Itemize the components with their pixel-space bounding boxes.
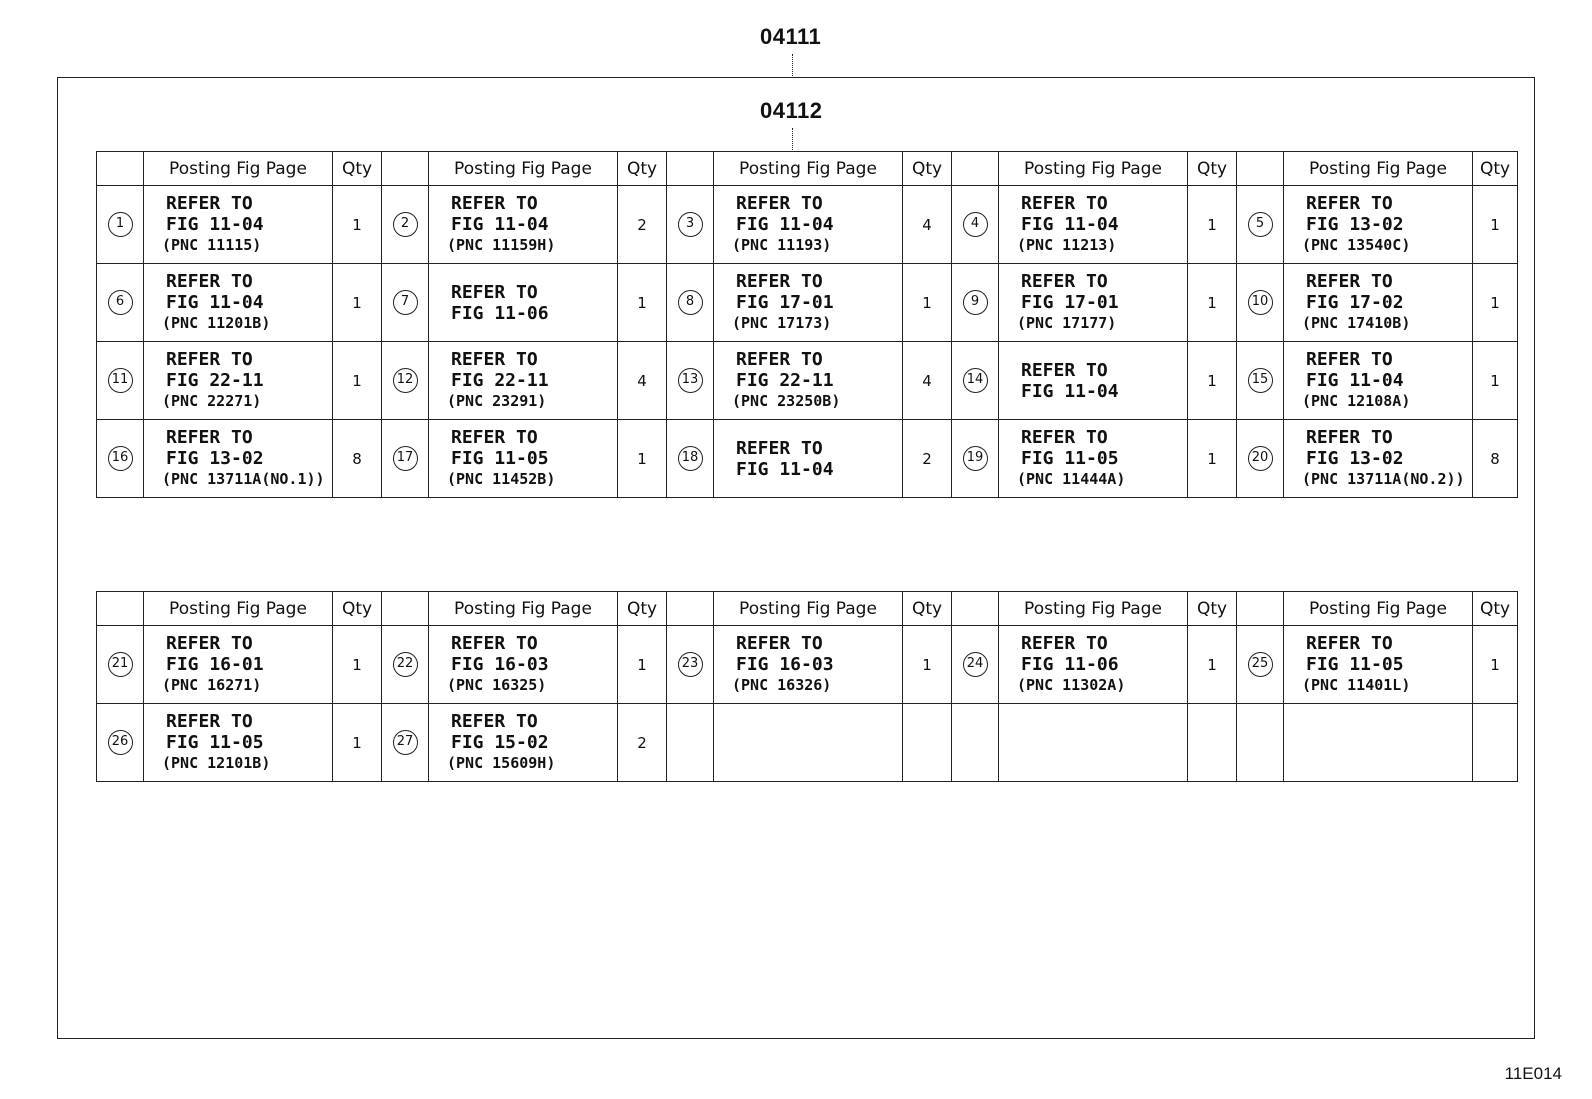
reference-cell xyxy=(1284,342,1473,420)
header-blank xyxy=(952,592,999,626)
fig-ref-text: FIG 22-11 xyxy=(451,370,549,391)
callout-cell xyxy=(97,704,144,782)
callout-cell xyxy=(97,626,144,704)
callout-number: 21 xyxy=(108,652,133,677)
callout-number: 8 xyxy=(678,290,703,315)
callout-number: 10 xyxy=(1248,290,1273,315)
refer-to-text: REFER TO xyxy=(1306,427,1393,448)
fig-ref-text: FIG 11-04 xyxy=(1021,214,1119,235)
qty-cell: 1 xyxy=(333,626,382,704)
fig-ref-text: FIG 11-04 xyxy=(1306,370,1404,391)
qty-cell: 1 xyxy=(1188,186,1237,264)
fig-ref-text: FIG 16-01 xyxy=(166,654,264,675)
table-row xyxy=(97,186,1518,264)
refer-to-text: REFER TO xyxy=(1306,633,1393,654)
callout-number: 19 xyxy=(963,446,988,471)
reference-cell xyxy=(714,626,903,704)
callout-number: 16 xyxy=(108,446,133,471)
refer-to-text: REFER TO xyxy=(166,193,253,214)
header-posting-fig-page: Posting Fig Page xyxy=(1284,592,1473,626)
reference-cell xyxy=(999,186,1188,264)
reference-cell xyxy=(1284,264,1473,342)
callout-cell xyxy=(952,420,999,498)
pnc-text: (PNC 11401L) xyxy=(1302,676,1411,694)
empty-cell xyxy=(1473,704,1518,782)
callout-cell xyxy=(97,264,144,342)
parts-table-1 xyxy=(96,151,1518,498)
empty-cell xyxy=(999,704,1188,782)
empty-cell xyxy=(903,704,952,782)
pnc-text: (PNC 22271) xyxy=(162,392,262,410)
refer-to-text: REFER TO xyxy=(451,427,538,448)
empty-cell xyxy=(1237,704,1284,782)
callout-cell xyxy=(1237,626,1284,704)
pnc-text: (PNC 16325) xyxy=(447,676,547,694)
parts-table-2 xyxy=(96,591,1518,782)
reference-cell xyxy=(144,420,333,498)
fig-ref-text: FIG 11-04 xyxy=(1021,380,1119,402)
callout-cell xyxy=(97,420,144,498)
refer-to-text: REFER TO xyxy=(166,711,253,732)
refer-to-text: REFER TO xyxy=(736,271,823,292)
reference-cell xyxy=(144,264,333,342)
callout-cell xyxy=(382,342,429,420)
callout-number: 2 xyxy=(393,212,418,237)
qty-cell: 1 xyxy=(333,186,382,264)
refer-to-text: REFER TO xyxy=(1306,349,1393,370)
qty-cell: 1 xyxy=(618,626,667,704)
header-posting-fig-page: Posting Fig Page xyxy=(144,152,333,186)
fig-ref-text: FIG 13-02 xyxy=(166,448,264,469)
header-qty: Qty xyxy=(1473,592,1518,626)
qty-cell: 1 xyxy=(1473,186,1518,264)
callout-cell xyxy=(952,626,999,704)
callout-cell xyxy=(97,186,144,264)
illustration-code: 11E014 xyxy=(1504,1064,1562,1083)
refer-to-text: REFER TO xyxy=(1021,633,1108,654)
assembly-label-04111: 04111 xyxy=(760,24,822,49)
callout-number: 24 xyxy=(963,652,988,677)
callout-cell xyxy=(1237,342,1284,420)
reference-cell xyxy=(999,626,1188,704)
callout-number: 18 xyxy=(678,446,703,471)
fig-ref-text: FIG 13-02 xyxy=(1306,214,1404,235)
pnc-text: (PNC 17177) xyxy=(1017,314,1117,332)
qty-cell: 8 xyxy=(1473,420,1518,498)
reference-cell xyxy=(429,186,618,264)
assembly-label-04112: 04112 xyxy=(760,98,823,123)
qty-cell: 1 xyxy=(903,626,952,704)
callout-cell xyxy=(952,186,999,264)
refer-to-text: REFER TO xyxy=(736,349,823,370)
refer-to-text: REFER TO xyxy=(1306,271,1393,292)
pnc-text: (PNC 11159H) xyxy=(447,236,556,254)
callout-cell xyxy=(1237,186,1284,264)
callout-number: 3 xyxy=(678,212,703,237)
callout-cell xyxy=(382,626,429,704)
qty-cell: 1 xyxy=(333,264,382,342)
callout-cell xyxy=(952,342,999,420)
header-posting-fig-page: Posting Fig Page xyxy=(429,152,618,186)
fig-ref-text: FIG 13-02 xyxy=(1306,448,1404,469)
pnc-text: (PNC 11444A) xyxy=(1017,470,1126,488)
pnc-text: (PNC 13540C) xyxy=(1302,236,1411,254)
header-qty: Qty xyxy=(333,152,382,186)
header-posting-fig-page: Posting Fig Page xyxy=(714,592,903,626)
header-blank xyxy=(382,592,429,626)
qty-cell: 4 xyxy=(903,342,952,420)
empty-cell xyxy=(714,704,903,782)
table-row xyxy=(97,264,1518,342)
reference-cell xyxy=(714,342,903,420)
reference-cell xyxy=(144,186,333,264)
qty-cell: 1 xyxy=(333,704,382,782)
reference-cell xyxy=(999,342,1188,420)
empty-cell xyxy=(1284,704,1473,782)
callout-cell xyxy=(1237,264,1284,342)
refer-to-text: REFER TO xyxy=(166,271,253,292)
fig-ref-text: FIG 11-05 xyxy=(1306,654,1404,675)
refer-to-text: REFER TO xyxy=(451,349,538,370)
reference-cell xyxy=(429,626,618,704)
pnc-text: (PNC 15609H) xyxy=(447,754,556,772)
refer-to-text: REFER TO xyxy=(451,633,538,654)
qty-cell: 1 xyxy=(1188,626,1237,704)
leader-line-inner xyxy=(792,128,793,150)
header-blank xyxy=(97,592,144,626)
refer-to-text: REFER TO xyxy=(736,437,823,459)
empty-cell xyxy=(952,704,999,782)
fig-ref-text: FIG 11-06 xyxy=(1021,654,1119,675)
pnc-text: (PNC 11115) xyxy=(162,236,262,254)
callout-cell xyxy=(1237,420,1284,498)
header-blank xyxy=(667,592,714,626)
fig-ref-text: FIG 11-04 xyxy=(451,214,549,235)
reference-cell xyxy=(429,704,618,782)
header-blank xyxy=(952,152,999,186)
qty-cell: 2 xyxy=(618,704,667,782)
header-qty: Qty xyxy=(903,592,952,626)
table-row xyxy=(97,420,1518,498)
reference-cell xyxy=(999,420,1188,498)
qty-cell: 4 xyxy=(903,186,952,264)
qty-cell: 1 xyxy=(1188,420,1237,498)
refer-to-text: REFER TO xyxy=(1021,427,1108,448)
reference-cell xyxy=(144,342,333,420)
header-blank xyxy=(382,152,429,186)
refer-to-text: REFER TO xyxy=(451,711,538,732)
empty-cell xyxy=(1188,704,1237,782)
fig-ref-text: FIG 11-05 xyxy=(1021,448,1119,469)
qty-cell: 1 xyxy=(618,420,667,498)
reference-cell xyxy=(714,264,903,342)
pnc-text: (PNC 17410B) xyxy=(1302,314,1411,332)
header-qty: Qty xyxy=(1473,152,1518,186)
pnc-text: (PNC 12108A) xyxy=(1302,392,1411,410)
header-qty: Qty xyxy=(618,592,667,626)
callout-number: 17 xyxy=(393,446,418,471)
header-blank xyxy=(97,152,144,186)
pnc-text: (PNC 16271) xyxy=(162,676,262,694)
fig-ref-text: FIG 11-04 xyxy=(166,292,264,313)
pnc-text: (PNC 16326) xyxy=(732,676,832,694)
callout-cell xyxy=(667,186,714,264)
header-blank xyxy=(1237,152,1284,186)
pnc-text: (PNC 12101B) xyxy=(162,754,271,772)
reference-cell xyxy=(1284,626,1473,704)
qty-cell: 1 xyxy=(1473,264,1518,342)
callout-number: 27 xyxy=(393,730,418,755)
callout-number: 5 xyxy=(1248,212,1273,237)
header-posting-fig-page: Posting Fig Page xyxy=(144,592,333,626)
pnc-text: (PNC 11213) xyxy=(1017,236,1117,254)
refer-to-text: REFER TO xyxy=(451,281,538,303)
pnc-text: (PNC 23250B) xyxy=(732,392,841,410)
callout-cell xyxy=(667,626,714,704)
empty-cell xyxy=(667,704,714,782)
reference-cell xyxy=(1284,186,1473,264)
header-qty: Qty xyxy=(1188,152,1237,186)
fig-ref-text: FIG 11-05 xyxy=(451,448,549,469)
callout-number: 14 xyxy=(963,368,988,393)
pnc-text: (PNC 11193) xyxy=(732,236,832,254)
qty-cell: 1 xyxy=(618,264,667,342)
qty-cell: 2 xyxy=(903,420,952,498)
pnc-text: (PNC 13711A(NO.2)) xyxy=(1302,470,1465,488)
reference-cell xyxy=(144,704,333,782)
callout-cell xyxy=(382,186,429,264)
pnc-text: (PNC 11201B) xyxy=(162,314,271,332)
pnc-text: (PNC 11302A) xyxy=(1017,676,1126,694)
refer-to-text: REFER TO xyxy=(166,633,253,654)
callout-number: 20 xyxy=(1248,446,1273,471)
header-row xyxy=(97,152,1518,186)
fig-ref-text: FIG 22-11 xyxy=(166,370,264,391)
callout-number: 13 xyxy=(678,368,703,393)
header-posting-fig-page: Posting Fig Page xyxy=(1284,152,1473,186)
fig-ref-text: FIG 11-06 xyxy=(451,302,549,324)
fig-ref-text: FIG 15-02 xyxy=(451,732,549,753)
callout-number: 4 xyxy=(963,212,988,237)
header-posting-fig-page: Posting Fig Page xyxy=(999,592,1188,626)
fig-ref-text: FIG 11-05 xyxy=(166,732,264,753)
reference-cell xyxy=(1284,420,1473,498)
qty-cell: 2 xyxy=(618,186,667,264)
pnc-text: (PNC 11452B) xyxy=(447,470,556,488)
header-posting-fig-page: Posting Fig Page xyxy=(714,152,903,186)
header-posting-fig-page: Posting Fig Page xyxy=(999,152,1188,186)
pnc-text: (PNC 17173) xyxy=(732,314,832,332)
callout-cell xyxy=(97,342,144,420)
header-blank xyxy=(667,152,714,186)
reference-cell xyxy=(429,420,618,498)
callout-cell xyxy=(667,264,714,342)
callout-number: 6 xyxy=(108,290,133,315)
header-qty: Qty xyxy=(618,152,667,186)
pnc-text: (PNC 13711A(NO.1)) xyxy=(162,470,325,488)
qty-cell: 1 xyxy=(1473,342,1518,420)
refer-to-text: REFER TO xyxy=(1021,271,1108,292)
header-qty: Qty xyxy=(903,152,952,186)
qty-cell: 8 xyxy=(333,420,382,498)
reference-cell xyxy=(714,186,903,264)
fig-ref-text: FIG 16-03 xyxy=(451,654,549,675)
callout-number: 25 xyxy=(1248,652,1273,677)
qty-cell: 1 xyxy=(1188,264,1237,342)
callout-number: 1 xyxy=(108,212,133,237)
refer-to-text: REFER TO xyxy=(166,427,253,448)
refer-to-text: REFER TO xyxy=(1021,359,1108,381)
refer-to-text: REFER TO xyxy=(736,193,823,214)
callout-number: 23 xyxy=(678,652,703,677)
refer-to-text: REFER TO xyxy=(1306,193,1393,214)
fig-ref-text: FIG 11-04 xyxy=(736,214,834,235)
fig-ref-text: FIG 22-11 xyxy=(736,370,834,391)
table-row xyxy=(97,626,1518,704)
reference-cell xyxy=(714,420,903,498)
leader-line-outer xyxy=(792,54,793,76)
refer-to-text: REFER TO xyxy=(166,349,253,370)
callout-number: 15 xyxy=(1248,368,1273,393)
fig-ref-text: FIG 17-01 xyxy=(1021,292,1119,313)
callout-number: 12 xyxy=(393,368,418,393)
header-blank xyxy=(1237,592,1284,626)
qty-cell: 4 xyxy=(618,342,667,420)
refer-to-text: REFER TO xyxy=(736,633,823,654)
callout-number: 7 xyxy=(393,290,418,315)
reference-cell xyxy=(429,264,618,342)
fig-ref-text: FIG 17-02 xyxy=(1306,292,1404,313)
header-qty: Qty xyxy=(333,592,382,626)
callout-number: 11 xyxy=(108,368,133,393)
callout-cell xyxy=(952,264,999,342)
qty-cell: 1 xyxy=(333,342,382,420)
reference-cell xyxy=(144,626,333,704)
callout-cell xyxy=(382,420,429,498)
fig-ref-text: FIG 11-04 xyxy=(166,214,264,235)
callout-cell xyxy=(667,420,714,498)
qty-cell: 1 xyxy=(903,264,952,342)
callout-cell xyxy=(667,342,714,420)
fig-ref-text: FIG 16-03 xyxy=(736,654,834,675)
header-qty: Qty xyxy=(1188,592,1237,626)
callout-number: 26 xyxy=(108,730,133,755)
table-row xyxy=(97,704,1518,782)
header-row xyxy=(97,592,1518,626)
refer-to-text: REFER TO xyxy=(1021,193,1108,214)
fig-ref-text: FIG 17-01 xyxy=(736,292,834,313)
qty-cell: 1 xyxy=(1473,626,1518,704)
qty-cell: 1 xyxy=(1188,342,1237,420)
table-row xyxy=(97,342,1518,420)
refer-to-text: REFER TO xyxy=(451,193,538,214)
header-posting-fig-page: Posting Fig Page xyxy=(429,592,618,626)
pnc-text: (PNC 23291) xyxy=(447,392,547,410)
callout-cell xyxy=(382,264,429,342)
callout-number: 9 xyxy=(963,290,988,315)
fig-ref-text: FIG 11-04 xyxy=(736,458,834,480)
callout-cell xyxy=(382,704,429,782)
reference-cell xyxy=(429,342,618,420)
reference-cell xyxy=(999,264,1188,342)
callout-number: 22 xyxy=(393,652,418,677)
